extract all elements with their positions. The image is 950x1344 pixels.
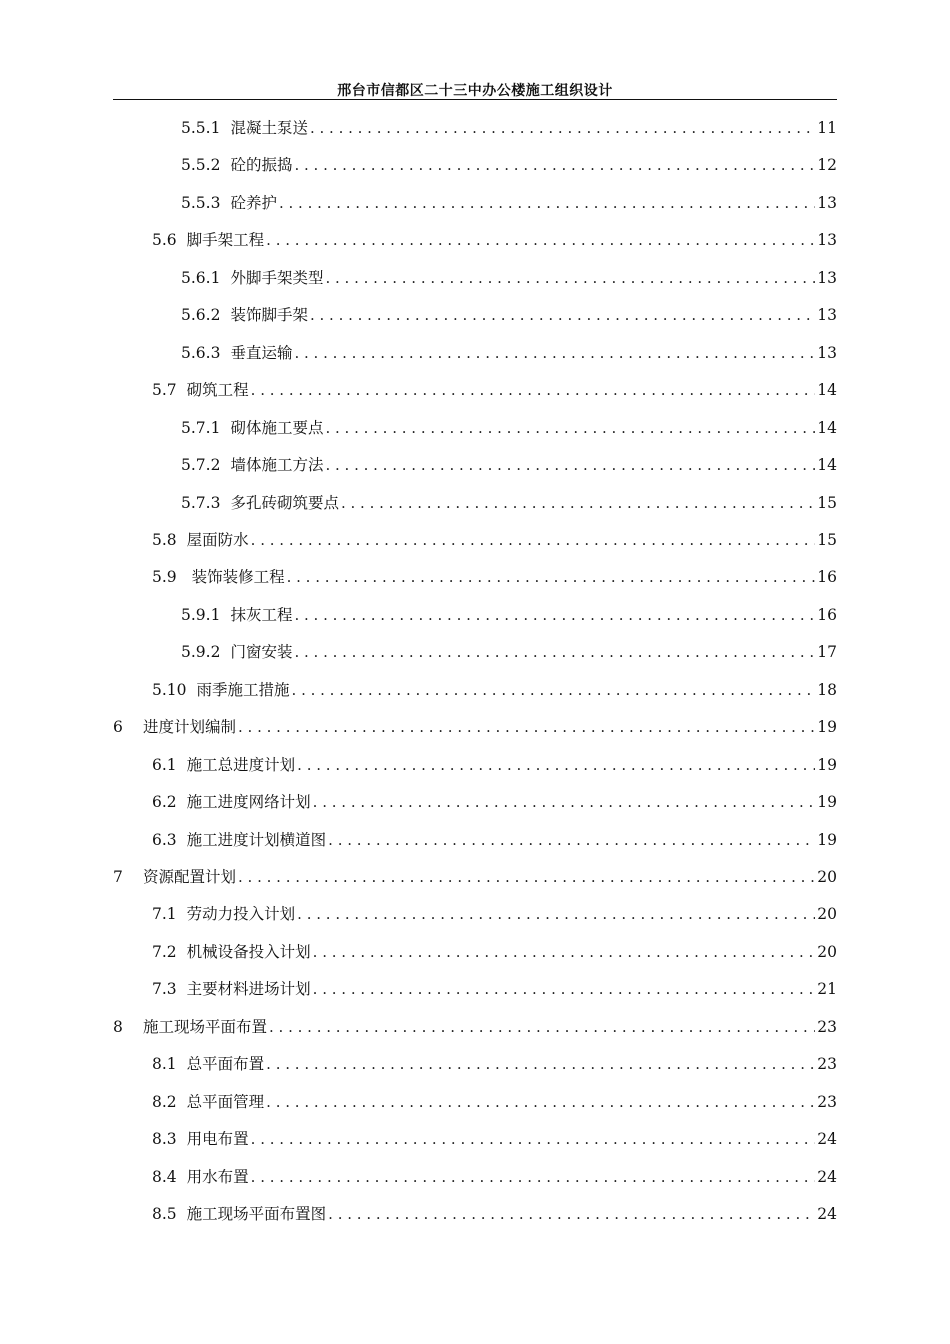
toc-entry-title: 门窗安装 bbox=[230, 643, 293, 662]
toc-entry-title: 外脚手架类型 bbox=[230, 268, 324, 287]
toc-entry-number: 7.2 bbox=[152, 942, 177, 961]
toc-entry-title: 总平面布置 bbox=[186, 1055, 265, 1074]
dot-leader bbox=[310, 306, 815, 324]
toc-entry-page-number: 20 bbox=[817, 868, 837, 886]
toc-entry[interactable] bbox=[152, 1202, 837, 1226]
toc-entry-page-number: 11 bbox=[817, 119, 837, 137]
dot-leader bbox=[341, 494, 815, 512]
toc-entry-number: 5.8 bbox=[152, 530, 177, 549]
dot-leader bbox=[313, 980, 816, 998]
dot-leader bbox=[269, 1018, 815, 1036]
dot-leader bbox=[294, 156, 815, 174]
dot-leader bbox=[328, 831, 815, 849]
toc-entry[interactable] bbox=[181, 303, 837, 327]
toc-entry[interactable] bbox=[113, 865, 837, 889]
dot-leader bbox=[292, 681, 816, 699]
toc-entry-number: 7.3 bbox=[152, 980, 177, 999]
toc-entry-number: 5.10 bbox=[152, 680, 187, 699]
toc-entry-title: 施工进度计划横道图 bbox=[186, 830, 327, 849]
toc-entry[interactable] bbox=[152, 1052, 837, 1076]
dot-leader bbox=[251, 381, 816, 399]
toc-entry-title: 屋面防水 bbox=[186, 530, 249, 549]
dot-leader bbox=[294, 606, 815, 624]
toc-entry[interactable] bbox=[152, 678, 837, 702]
toc-entry-page-number: 14 bbox=[817, 456, 837, 475]
dot-leader bbox=[266, 231, 815, 249]
dot-leader bbox=[313, 793, 816, 811]
toc-entry-page-number: 15 bbox=[817, 493, 837, 512]
toc-entry[interactable] bbox=[181, 266, 837, 290]
toc-entry-title: 砼养护 bbox=[230, 193, 277, 212]
toc-entry-title: 进度计划编制 bbox=[143, 718, 237, 737]
toc-entry-page-number: 19 bbox=[817, 830, 837, 849]
toc-entry-number: 5.7 bbox=[152, 381, 177, 400]
toc-entry[interactable] bbox=[113, 715, 837, 739]
toc-entry-page-number: 12 bbox=[817, 156, 837, 175]
page-header-title: 邢台市信都区二十三中办公楼施工组织设计 bbox=[337, 83, 613, 99]
dot-leader bbox=[279, 194, 815, 212]
toc-entry-title: 雨季施工措施 bbox=[196, 680, 290, 699]
toc-entry-number: 5.5.1 bbox=[181, 119, 221, 137]
toc-entry[interactable] bbox=[181, 341, 837, 365]
toc-entry[interactable] bbox=[152, 753, 837, 777]
toc-entry-number: 5.9 bbox=[152, 568, 177, 587]
toc-entry-title: 用水布置 bbox=[186, 1167, 249, 1186]
toc-entry-title: 装饰脚手架 bbox=[230, 306, 308, 325]
dot-leader bbox=[266, 1055, 815, 1073]
toc-entry-number: 8.4 bbox=[152, 1167, 177, 1186]
toc-entry[interactable] bbox=[181, 191, 837, 215]
toc-entry-title: 劳动力投入计划 bbox=[186, 905, 296, 924]
toc-entry-title: 墙体施工方法 bbox=[230, 456, 324, 475]
toc-entry-number: 5.9.1 bbox=[181, 605, 221, 624]
toc-entry-number: 5.5.2 bbox=[181, 156, 221, 175]
toc-entry-page-number: 17 bbox=[817, 643, 837, 662]
dot-leader bbox=[328, 1205, 815, 1223]
toc-entry-page-number: 16 bbox=[817, 605, 837, 624]
toc-entry-number: 5.7.1 bbox=[181, 418, 221, 437]
toc-entry-title: 资源配置计划 bbox=[143, 868, 237, 886]
toc-entry-page-number: 23 bbox=[817, 1017, 837, 1036]
toc-entry[interactable] bbox=[181, 116, 837, 140]
toc-entry-title: 施工现场平面布置图 bbox=[186, 1205, 327, 1224]
toc-entry-page-number: 24 bbox=[817, 1205, 837, 1224]
toc-entry-page-number: 13 bbox=[817, 343, 837, 362]
dot-leader bbox=[251, 1168, 816, 1186]
toc-entry-page-number: 20 bbox=[817, 942, 837, 961]
toc-entry[interactable] bbox=[152, 1090, 837, 1114]
toc-entry[interactable] bbox=[152, 902, 837, 926]
dot-leader bbox=[313, 943, 816, 961]
toc-entry-number: 8.3 bbox=[152, 1130, 177, 1149]
toc-entry-page-number: 21 bbox=[817, 980, 837, 999]
dot-leader bbox=[297, 905, 815, 923]
toc-entry-page-number: 18 bbox=[817, 680, 837, 699]
toc-entry[interactable] bbox=[181, 416, 837, 440]
toc-entry-title: 多孔砖砌筑要点 bbox=[230, 493, 339, 512]
toc-entry[interactable] bbox=[152, 528, 837, 552]
toc-entry-page-number: 15 bbox=[817, 530, 837, 549]
dot-leader bbox=[251, 531, 816, 549]
toc-entry-page-number: 23 bbox=[817, 1055, 837, 1074]
toc-entry-number: 8.1 bbox=[152, 1055, 177, 1074]
toc-entry[interactable] bbox=[152, 1165, 837, 1189]
dot-leader bbox=[325, 419, 815, 437]
toc-entry-number: 6.1 bbox=[152, 755, 177, 774]
toc-entry-number: 7 bbox=[113, 868, 123, 886]
toc-entry-page-number: 24 bbox=[817, 1167, 837, 1186]
dot-leader bbox=[297, 756, 815, 774]
toc-entry-title: 垂直运输 bbox=[230, 343, 293, 362]
toc-entry-number: 5.6.3 bbox=[181, 343, 221, 362]
toc-entry-title: 混凝土泵送 bbox=[230, 119, 308, 137]
dot-leader bbox=[325, 456, 815, 474]
toc-entry-title: 抹灰工程 bbox=[230, 605, 293, 624]
toc-entry-page-number: 19 bbox=[817, 755, 837, 774]
toc-entry-number: 5.9.2 bbox=[181, 643, 221, 662]
toc-entry-number: 6.2 bbox=[152, 793, 177, 812]
toc-entry[interactable] bbox=[152, 790, 837, 814]
toc-entry[interactable] bbox=[152, 228, 837, 252]
toc-entry-title: 主要材料进场计划 bbox=[186, 980, 311, 999]
toc-entry-page-number: 19 bbox=[817, 718, 837, 737]
dot-leader bbox=[294, 643, 815, 661]
toc-entry-page-number: 13 bbox=[817, 193, 837, 212]
toc-entry-title: 用电布置 bbox=[186, 1130, 249, 1149]
toc-entry[interactable] bbox=[152, 977, 837, 1001]
toc-entry-page-number: 20 bbox=[817, 905, 837, 924]
toc-entry-page-number: 14 bbox=[817, 418, 837, 437]
dot-leader bbox=[325, 269, 815, 287]
toc-entry-page-number: 13 bbox=[817, 231, 837, 250]
toc-entry-number: 7.1 bbox=[152, 905, 177, 924]
toc-entry[interactable] bbox=[152, 1127, 837, 1151]
toc-entry-page-number: 19 bbox=[817, 793, 837, 812]
dot-leader bbox=[238, 718, 815, 736]
toc-entry-title: 施工总进度计划 bbox=[186, 755, 296, 774]
toc-entry[interactable] bbox=[152, 828, 837, 852]
dot-leader bbox=[251, 1130, 816, 1148]
toc-entry-title: 施工进度网络计划 bbox=[186, 793, 311, 812]
toc-entry-title: 砼的振捣 bbox=[230, 156, 293, 175]
header-rule bbox=[113, 99, 837, 100]
toc-entry[interactable] bbox=[152, 940, 837, 964]
toc-entry-number: 5.6 bbox=[152, 231, 177, 250]
toc-entry-title: 砌筑工程 bbox=[186, 381, 249, 400]
toc-entry-title: 施工现场平面布置 bbox=[143, 1017, 268, 1036]
toc-entry[interactable] bbox=[152, 565, 837, 589]
toc-entry[interactable] bbox=[152, 378, 837, 402]
toc-entry[interactable] bbox=[181, 640, 837, 664]
toc-entry-page-number: 14 bbox=[817, 381, 837, 400]
dot-leader bbox=[294, 344, 815, 362]
toc-entry-page-number: 13 bbox=[817, 268, 837, 287]
toc-entry-number: 5.6.2 bbox=[181, 306, 221, 325]
toc-entry-title: 砌体施工要点 bbox=[230, 418, 324, 437]
toc-entry-number: 6.3 bbox=[152, 830, 177, 849]
toc-entry-number: 8.2 bbox=[152, 1092, 177, 1111]
toc-entry-title: 装饰装修工程 bbox=[186, 568, 285, 587]
toc-entry-page-number: 13 bbox=[817, 306, 837, 325]
toc-entry-title: 总平面管理 bbox=[186, 1092, 265, 1111]
toc-entry[interactable] bbox=[181, 491, 837, 515]
toc-entry-number: 8 bbox=[113, 1017, 123, 1036]
toc-entry-number: 6 bbox=[113, 718, 123, 737]
toc-entry[interactable] bbox=[113, 1015, 837, 1039]
toc-entry-title: 脚手架工程 bbox=[186, 231, 265, 250]
toc-entry-number: 5.5.3 bbox=[181, 193, 221, 212]
dot-leader bbox=[266, 1093, 815, 1111]
toc-entry[interactable] bbox=[181, 603, 837, 627]
toc-entry-page-number: 23 bbox=[817, 1092, 837, 1111]
dot-leader bbox=[287, 568, 816, 586]
toc-entry-number: 8.5 bbox=[152, 1205, 177, 1224]
toc-entry[interactable] bbox=[181, 153, 837, 177]
toc-entry-number: 5.6.1 bbox=[181, 268, 221, 287]
toc-entry-title: 机械设备投入计划 bbox=[186, 942, 311, 961]
toc-entry-page-number: 16 bbox=[817, 568, 837, 587]
toc-entry-number: 5.7.3 bbox=[181, 493, 221, 512]
dot-leader bbox=[238, 868, 815, 886]
toc-entry[interactable] bbox=[181, 453, 837, 477]
toc-entry-number: 5.7.2 bbox=[181, 456, 221, 475]
toc-entry-page-number: 24 bbox=[817, 1130, 837, 1149]
dot-leader bbox=[310, 119, 815, 137]
